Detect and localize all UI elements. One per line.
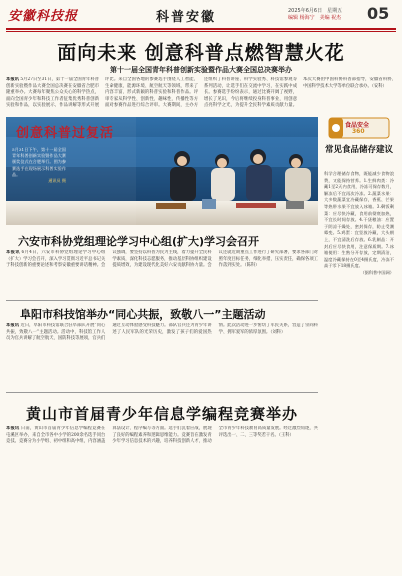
banner-title: 创意科普过复活 <box>16 126 115 141</box>
page-number: 05 <box>367 4 390 23</box>
sidebar-body <box>324 171 394 569</box>
story4-body-text: 日前，黄山市首届青少年信息学编程竞赛在屯溪区举办，来自全市各中小学的200余名选手同台竞技。竞赛分为小学组、初中组和高中组，内容涵盖算法设计、程序编写等方面。选手们沉着应战，展现了良好的编程素养和逻辑思维能力。竞赛旨在激发青少年学习信息技术的兴趣，培养科技创新人才，推动全市青少年科技教育高质量发展。经过激烈角逐，共评选出一、二、三等奖若干名。（王科） <box>6 426 318 445</box>
story4-headline: 黄山市首届青少年信息学编程竞赛举办 <box>26 405 299 423</box>
story3-headline: 阜阳市科技馆举办“同心共振，致敬八一”主题活动 <box>20 308 266 321</box>
editors-line: 编辑 杨海宁 美编 祝杰 <box>288 15 342 21</box>
section-title: 科普安徽 <box>156 10 217 25</box>
masthead <box>6 4 396 30</box>
story2-headline: 六安市科协党组理论学习中心组(扩大)学习会召开 <box>18 235 260 248</box>
story3-byline: 本报讯 <box>6 323 20 328</box>
banner-caption <box>12 147 66 221</box>
newspaper-logo: 安徽科技报 <box>8 9 79 24</box>
issue-date: 2025年6月6日 星期五 <box>288 8 343 14</box>
badge-label: 食品安全 <box>345 122 370 129</box>
story2-body-text: 6月4日，六安市科协党组理论学习中心组（扩大）学习会召开，深入学习贯彻习近平总书记关于科技创新的重要论述和考察安徽重要讲话精神。会议强调，要坚持以科普为民为主线，着力提升全民科学素质，深化科技志愿服务，推动基层科协组织建设提质增效，为建设现代化美好六安贡献科协力量。会议还就近期重点工作进行了研究部署，要求各部门对照年度目标任务，细化举措，压实责任，确保各项工作落到实处。（陈科） <box>6 250 318 269</box>
story2-body <box>6 250 318 297</box>
story2-byline: 本报讯 <box>6 250 20 255</box>
story4-byline: 本报讯 <box>6 426 20 431</box>
sidebar-title: 常见食品储存建议 <box>324 145 393 155</box>
divider <box>6 392 318 393</box>
sidebar-source: （据科普中国网） <box>360 269 394 275</box>
banner-caption-text: 5月31日下午，第十一届全国青年科普创新实验暨作品大赛颁奖仪式在合肥举行。图为参赛选手在现场展示科普实验作品。 <box>12 147 66 177</box>
photo-banner <box>6 117 318 225</box>
badge-sub: 360 <box>352 128 365 135</box>
sidebar-body-text: 科学合理储存食物，既能减少食物浪费，又能保持营养。1.生鲜肉类：冷藏1至2天内食用，冷冻可保存数月，解冻后不宜再次冷冻。2.蔬菜水果：大多数蔬菜宜冷藏保存，香蕉、芒果等热带水果不宜放入冰箱。3.剩饭剩菜：应尽快冷藏，食用前彻底加热，不宜长时间存放。4.干货粮油：应置于阴凉干燥处，密封保存，防止受潮霉变。5.鸡蛋：宜竖放冷藏，大头朝上，不宜清洗后存放。6.乳制品：开封后应尽快食用，注意保质期。7.冰箱使用：生熟分开存放，定期清洁，温度冷藏保持在0至4摄氏度，冷冻不高于零下18摄氏度。 <box>324 171 394 269</box>
lead-body-text: 5月27日至31日，第十一届全国青年科普创新实验暨作品大赛全国总决赛在安徽省合肥市隆重举办。大赛每年聚焦公众关心的科学热点，面向全国青少年和科技工作者征集优秀科普创新实验和作品，以实验展示、作品讲解等形式开展评比。来自全国各地的参赛选手围绕人工智能、生命健康、能源环境、航空航天等领域，带来了内容丰富、形式新颖的科普实验和科普作品。评审专家从科学性、创新性、趣味性、传播性等方面对参赛作品进行综合评审。大赛期间，主办方还组织了科普讲座、科学实验秀、科技馆参观等系列活动，让选手们在交流中学习，在实践中成长。参赛选手纷纷表示，通过比赛开阔了视野，增长了见识，今后将继续投身科普事业，用创意点亮科学之光，为提升全民科学素质贡献力量。本次大赛由中国科协科普部指导，安徽省科协、中国科学技术大学等单位联合承办。（安科） <box>6 77 396 109</box>
divider <box>6 300 318 301</box>
date-block <box>288 8 342 22</box>
lead-subheadline: 第十一届全国青年科普创新实验暨作品大赛全国总决赛举办 <box>110 66 292 74</box>
lead-body <box>6 77 396 113</box>
story3-body-text: 近日，阜阳市科技馆联合驻阜部队开展“同心共振，致敬八一”主题活动。活动中，科技馆工作人员为官兵讲解了航空航天、国防科技等展项，官兵们通过互动体验感受科技魅力。部队官兵还为青少年讲述了人民军队的光荣历史，激发了孩子们的爱国热情。此次活动进一步密切了军民关系，营造了崇尚科学、拥军爱军的浓厚氛围。（刘科） <box>6 323 318 342</box>
masthead-rule <box>6 28 396 30</box>
sidebar-box <box>321 117 397 575</box>
banner-credit: 通讯员 摄 <box>48 178 66 184</box>
masthead-rule-thin <box>6 31 396 32</box>
lead-headline: 面向未来 创意科普点燃智慧火花 <box>57 42 345 64</box>
story4-body <box>6 426 318 572</box>
lead-byline: 本报讯 <box>6 77 19 82</box>
story3-body <box>6 323 318 389</box>
